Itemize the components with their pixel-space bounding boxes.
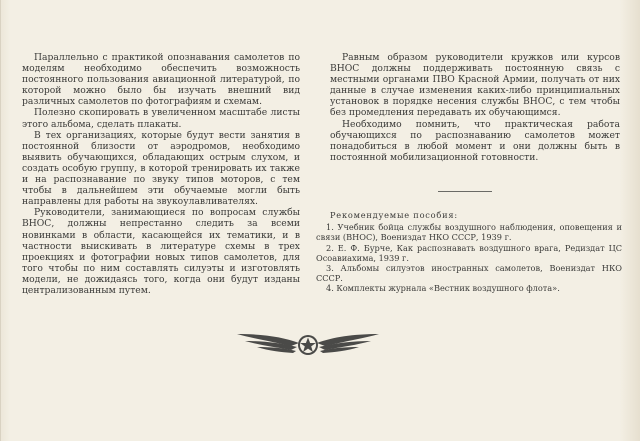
left-paragraph-3: В тех организациях, которые будут вести занятия в постоянной близости от аэродромов, необходимо выявить обучающихся, обладающих острым слухом, и создать особую группу, в которой тренировать их также и на распознавание по звуку типов моторов, с тем чтобы в дальнейшем эти обучаемые могли быть направлены для работы на звукоулавливателях. [22, 129, 300, 208]
recommended-item-4: 4. Комплекты журнала «Вестник воздушного флота». [326, 283, 560, 294]
left-paragraph-2: Полезно скопировать в увеличенном масштабе листы этого альбома, сделать плакаты. [22, 107, 300, 130]
recommended-item-3: 3. Альбомы силуэтов иностранных самолетов, Воениздат НКО СССР. [316, 263, 622, 284]
recommended-title: Рекомендуемые пособия: [330, 210, 458, 220]
left-paragraph-4: Руководители, занимающиеся по вопросам службы ВНОС, должны непрестанно следить за всеми новинками в области, касающейся их тематики, и в частности выискивать в литературе схемы в трех проекциях и фотографии новых типов самолетов, для того чтобы по ним составлять силуэты и изготовлять модели, не дожидаясь того, когда они будут изданы централизованным путем. [22, 207, 300, 296]
section-divider [438, 191, 492, 192]
left-column [22, 52, 300, 296]
right-paragraph-1: Равным образом руководители кружков или курсов ВНОС должны поддерживать постоянную связь с местными органами ПВО Красной Армии, получать от них данные в случае изменения каких-либо принципиальных установок в порядке несения службы ВНОС, с тем чтобы без промедления передавать их обучающимся. [330, 52, 620, 119]
right-paragraph-2: Необходимо помнить, что практическая работа обучающихся по распознаванию самолетов может понадобиться в любой момент и они должны быть в постоянной мобилизационной готовности. [330, 118, 620, 163]
recommended-item-1: 1. Учебник бойца службы воздушного наблюдения, оповещения и связи (ВНОС), Воениздат НКО СССР, 1939 г. [316, 222, 622, 243]
recommended-literature [316, 210, 622, 294]
recommended-item-2: 2. Е. Ф. Бурче, Как распознавать воздушного врага, Редиздат ЦС Осоавиахима, 1939 г. [316, 242, 622, 263]
left-paragraph-1: Параллельно с практикой опознавания самолетов по моделям необходимо обеспечить возможность постоянного пользования авиационной литературой, по которой можно было бы изучать внешний вид различных самолетов по фотографиям и схемам. [22, 52, 300, 108]
page-edge [0, 0, 1, 441]
winged-star-icon [233, 325, 383, 359]
right-column [330, 52, 620, 163]
